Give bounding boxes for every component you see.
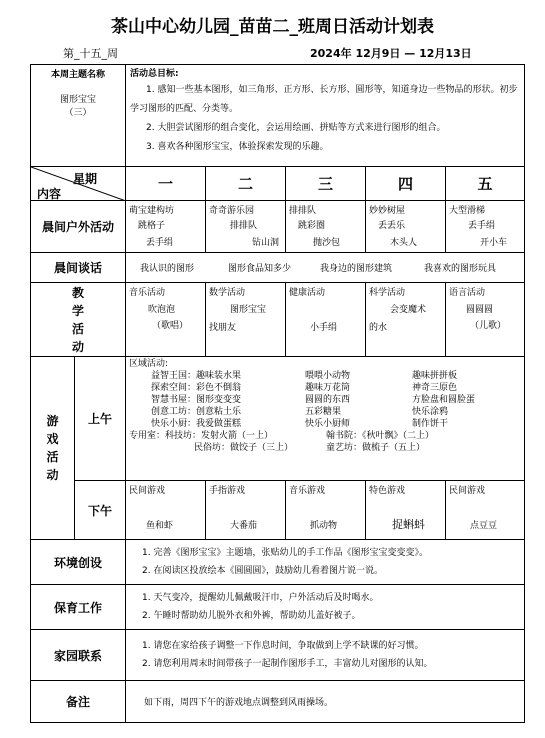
area-row-2-col-1: 探索空间：彩色不倒翁 xyxy=(151,383,242,393)
home-item-1: 1. 请您在家给孩子调整一下作息时间，争取做到上学不缺课的好习惯。 xyxy=(142,641,424,651)
area-row-3-col-1: 智慧书屋：图形变变变 xyxy=(151,395,242,405)
week-word: 星期 xyxy=(73,172,98,186)
teaching-fri-line1: 圆圆圆 xyxy=(466,305,494,315)
games-label-char-3: 活 xyxy=(46,450,59,464)
special-room-row-1 xyxy=(129,430,521,442)
afternoon-wed-name: 抓动物 xyxy=(310,521,338,531)
area-heading: 区域活动: xyxy=(129,359,169,369)
teaching-label-char-3: 活 xyxy=(72,321,85,336)
environment-cell xyxy=(126,540,525,585)
remarks-text: 如下雨，周四下午的游戏地点调整到风雨操场。 xyxy=(126,681,525,723)
area-row-4-col-2: 五彩糖果 xyxy=(305,407,342,417)
outdoor-thu-b: 丢丢乐 xyxy=(378,221,406,231)
afternoon-mon-name: 鱼和虾 xyxy=(146,521,174,531)
theme-cell xyxy=(31,65,126,167)
area-row-1-col-3: 趣味拼拼板 xyxy=(412,371,458,381)
afternoon-fri-type: 民间游戏 xyxy=(449,486,486,496)
environment-row xyxy=(31,540,525,585)
games-label xyxy=(31,357,75,540)
page-title: 茶山中心幼儿园_苗苗二_班周日活动计划表 xyxy=(111,17,434,37)
care-item-2: 2. 午睡时帮助幼儿脱外衣和外裤，帮助幼儿盖好被子。 xyxy=(142,611,361,621)
teaching-cell-thu xyxy=(366,283,446,357)
outdoor-tue-b: 排排队 xyxy=(230,221,258,231)
special-room-row-2 xyxy=(129,442,521,454)
games-label-char-4: 动 xyxy=(46,468,59,482)
area-row-2 xyxy=(129,382,521,394)
area-activities-cell xyxy=(126,357,525,481)
area-row-5 xyxy=(129,418,521,430)
teaching-mon-line1: 吹泡泡 xyxy=(148,305,176,315)
talk-item-3: 我身边的图形建筑 xyxy=(320,264,393,274)
teaching-wed-area: 健康活动 xyxy=(289,288,326,298)
teaching-cell-mon xyxy=(126,283,206,357)
teaching-thu-line1: 会变魔术 xyxy=(390,305,427,315)
day-header-mon: 一 xyxy=(126,167,206,201)
morning-label: 上午 xyxy=(75,357,126,481)
outdoor-wed-c: 抛沙包 xyxy=(313,238,341,248)
area-row-1-col-2: 喂喂小动物 xyxy=(305,371,351,381)
outdoor-wed-a: 排排队 xyxy=(289,206,317,216)
area-row-4-col-1: 创意工坊：创意粘土乐 xyxy=(151,407,242,417)
teaching-fri-area: 语言活动 xyxy=(449,288,486,298)
afternoon-fri-name: 点豆豆 xyxy=(470,521,498,531)
afternoon-cell-tue xyxy=(206,481,286,540)
teaching-thu-line2: 的水 xyxy=(369,323,388,333)
area-row-1 xyxy=(129,370,521,382)
games-label-char-1: 游 xyxy=(46,414,59,428)
area-row-5-col-2: 快乐小厨师 xyxy=(305,419,351,429)
teaching-thu-area: 科学活动 xyxy=(369,288,406,298)
area-row-4 xyxy=(129,406,521,418)
teaching-label-char-1: 教 xyxy=(72,285,85,300)
care-label: 保育工作 xyxy=(31,585,126,630)
talk-row xyxy=(31,253,525,283)
day-header-fri: 五 xyxy=(446,167,525,201)
teaching-tue-area: 数学活动 xyxy=(209,288,246,298)
day-header-tue: 二 xyxy=(206,167,286,201)
afternoon-thu-type: 特色游戏 xyxy=(369,486,406,496)
area-row-5-col-3: 制作饼干 xyxy=(412,419,449,429)
teaching-tue-line1: 图形宝宝 xyxy=(230,305,267,315)
afternoon-cell-wed xyxy=(286,481,366,540)
outdoor-tue-c: 钻山洞 xyxy=(252,238,280,248)
theme-label: 本周主题名称 xyxy=(51,70,106,80)
date-range: 2024年 12月9日 — 12月13日 xyxy=(310,47,472,60)
content-word: 内容 xyxy=(37,187,62,201)
teaching-label xyxy=(31,283,126,357)
afternoon-cell-thu xyxy=(366,481,446,540)
week-number: 第_十五_周 xyxy=(63,47,118,60)
outdoor-mon-a: 萌宝建构坊 xyxy=(129,206,175,216)
talk-cell xyxy=(126,253,525,283)
teaching-mon-line2: （歌唱） xyxy=(152,321,189,331)
teaching-label-char-4: 动 xyxy=(72,339,85,354)
outdoor-mon-c: 丢手绢 xyxy=(146,238,174,248)
outdoor-thu-c: 木头人 xyxy=(390,238,418,248)
remarks-label: 备注 xyxy=(31,681,126,723)
objective-item-2: 2. 大胆尝试图形的组合变化，会运用绘画、拼贴等方式来进行图形的组合。 xyxy=(146,123,446,133)
environment-item-2: 2. 在阅读区投放绘本《圆圆圆》，鼓励幼儿看着图片说一说。 xyxy=(142,566,383,576)
games-label-char-2: 戏 xyxy=(46,432,59,446)
diagonal-header-cell xyxy=(31,167,126,201)
care-row xyxy=(31,585,525,630)
area-row-1-col-1: 益智王国：趣味装水果 xyxy=(151,371,242,381)
afternoon-cell-mon xyxy=(126,481,206,540)
teaching-cell-wed xyxy=(286,283,366,357)
outdoor-cell-thu xyxy=(366,201,446,253)
outdoor-mon-b: 跳格子 xyxy=(138,221,166,231)
teaching-cell-fri xyxy=(446,283,525,357)
day-header-thu: 四 xyxy=(366,167,446,201)
afternoon-mon-type: 民间游戏 xyxy=(129,486,166,496)
afternoon-cell-fri xyxy=(446,481,525,540)
outdoor-wed-b: 跳彩圈 xyxy=(298,221,326,231)
games-morning-row xyxy=(31,357,525,481)
outdoor-thu-a: 妙妙树屋 xyxy=(369,206,406,216)
afternoon-label: 下午 xyxy=(75,481,126,540)
afternoon-tue-type: 手指游戏 xyxy=(209,486,246,496)
objective-item-1: 1. 感知一些基本图形，如三角形、正方形、长方形、圆形等，知道身边一些物品的形状。初步学习图形的匹配、分类等。 xyxy=(130,85,518,114)
outdoor-fri-a: 大型滑梯 xyxy=(449,206,486,216)
area-row-4-col-3: 快乐涂鸦 xyxy=(412,407,449,417)
talk-item-2: 图形食品知多少 xyxy=(228,264,292,274)
area-row-3-col-3: 方脸盘和圆脸蛋 xyxy=(412,395,476,405)
outdoor-label: 晨间户外活动 xyxy=(31,201,126,253)
talk-item-4: 我喜欢的图形玩具 xyxy=(424,264,497,274)
care-cell xyxy=(126,585,525,630)
environment-label: 环境创设 xyxy=(31,540,126,585)
teaching-wed-line2: 小手绢 xyxy=(310,323,338,333)
day-header-wed: 三 xyxy=(286,167,366,201)
weekday-header-row xyxy=(31,167,525,201)
home-label: 家园联系 xyxy=(31,630,126,681)
home-row xyxy=(31,630,525,681)
teaching-fri-line2: （儿歌） xyxy=(470,321,507,331)
special-room-1a: 专用室：科技坊：发射火箭（一上） xyxy=(129,431,274,441)
objectives-heading: 活动总目标: xyxy=(130,69,179,79)
area-row-3-col-2: 圆圆的东西 xyxy=(305,395,351,405)
outdoor-fri-c: 开小车 xyxy=(480,238,508,248)
outdoor-cell-mon xyxy=(126,201,206,253)
environment-item-1: 1. 完善《图形宝宝》主题墙，张贴幼儿的手工作品《图形宝宝变变变》。 xyxy=(142,548,428,558)
teaching-row xyxy=(31,283,525,357)
theme-index: （三） xyxy=(64,108,92,118)
outdoor-tue-a: 奇奇游乐园 xyxy=(209,206,255,216)
area-row-5-col-1: 快乐小厨：我爱做蛋糕 xyxy=(151,419,242,429)
teaching-mon-area: 音乐活动 xyxy=(129,288,166,298)
talk-label: 晨间谈话 xyxy=(31,253,126,283)
afternoon-wed-type: 音乐游戏 xyxy=(289,486,326,496)
weekly-plan-table xyxy=(30,64,525,723)
theme-row xyxy=(31,65,525,167)
special-room-2b: 童艺坊：做梳子（五上） xyxy=(326,443,426,453)
special-room-1b: 翰书院：《秋叶飘》（二上） xyxy=(326,431,435,441)
area-row-2-col-3: 神奇三原色 xyxy=(412,383,458,393)
teaching-cell-tue xyxy=(206,283,286,357)
remarks-row xyxy=(31,681,525,723)
afternoon-tue-name: 大番茄 xyxy=(230,521,258,531)
afternoon-thu-name: 捉蝌蚪 xyxy=(392,518,426,531)
area-row-3 xyxy=(129,394,521,406)
home-item-2: 2. 请您利用周末时间带孩子一起制作图形手工，丰富幼儿对图形的认知。 xyxy=(142,659,433,669)
outdoor-row xyxy=(31,201,525,253)
objectives-cell xyxy=(126,65,525,167)
outdoor-fri-b: 丢手绢 xyxy=(468,221,496,231)
teaching-label-char-2: 学 xyxy=(72,303,85,318)
talk-item-1: 我认识的图形 xyxy=(140,264,195,274)
objective-item-3: 3. 喜欢各种图形宝宝，体验探索发现的乐趣。 xyxy=(146,142,329,152)
area-row-2-col-2: 趣味万花筒 xyxy=(305,383,351,393)
outdoor-cell-wed xyxy=(286,201,366,253)
outdoor-cell-fri xyxy=(446,201,525,253)
care-item-1: 1. 天气变冷，提醒幼儿佩戴吸汗巾，户外活动后及时喝水。 xyxy=(142,593,379,603)
theme-name: 图形宝宝 xyxy=(60,95,97,105)
games-afternoon-row xyxy=(31,481,525,540)
teaching-tue-line2: 找朋友 xyxy=(209,323,237,333)
outdoor-cell-tue xyxy=(206,201,286,253)
home-cell xyxy=(126,630,525,681)
special-room-2a: 民俗坊：做饺子（三上） xyxy=(194,443,294,453)
